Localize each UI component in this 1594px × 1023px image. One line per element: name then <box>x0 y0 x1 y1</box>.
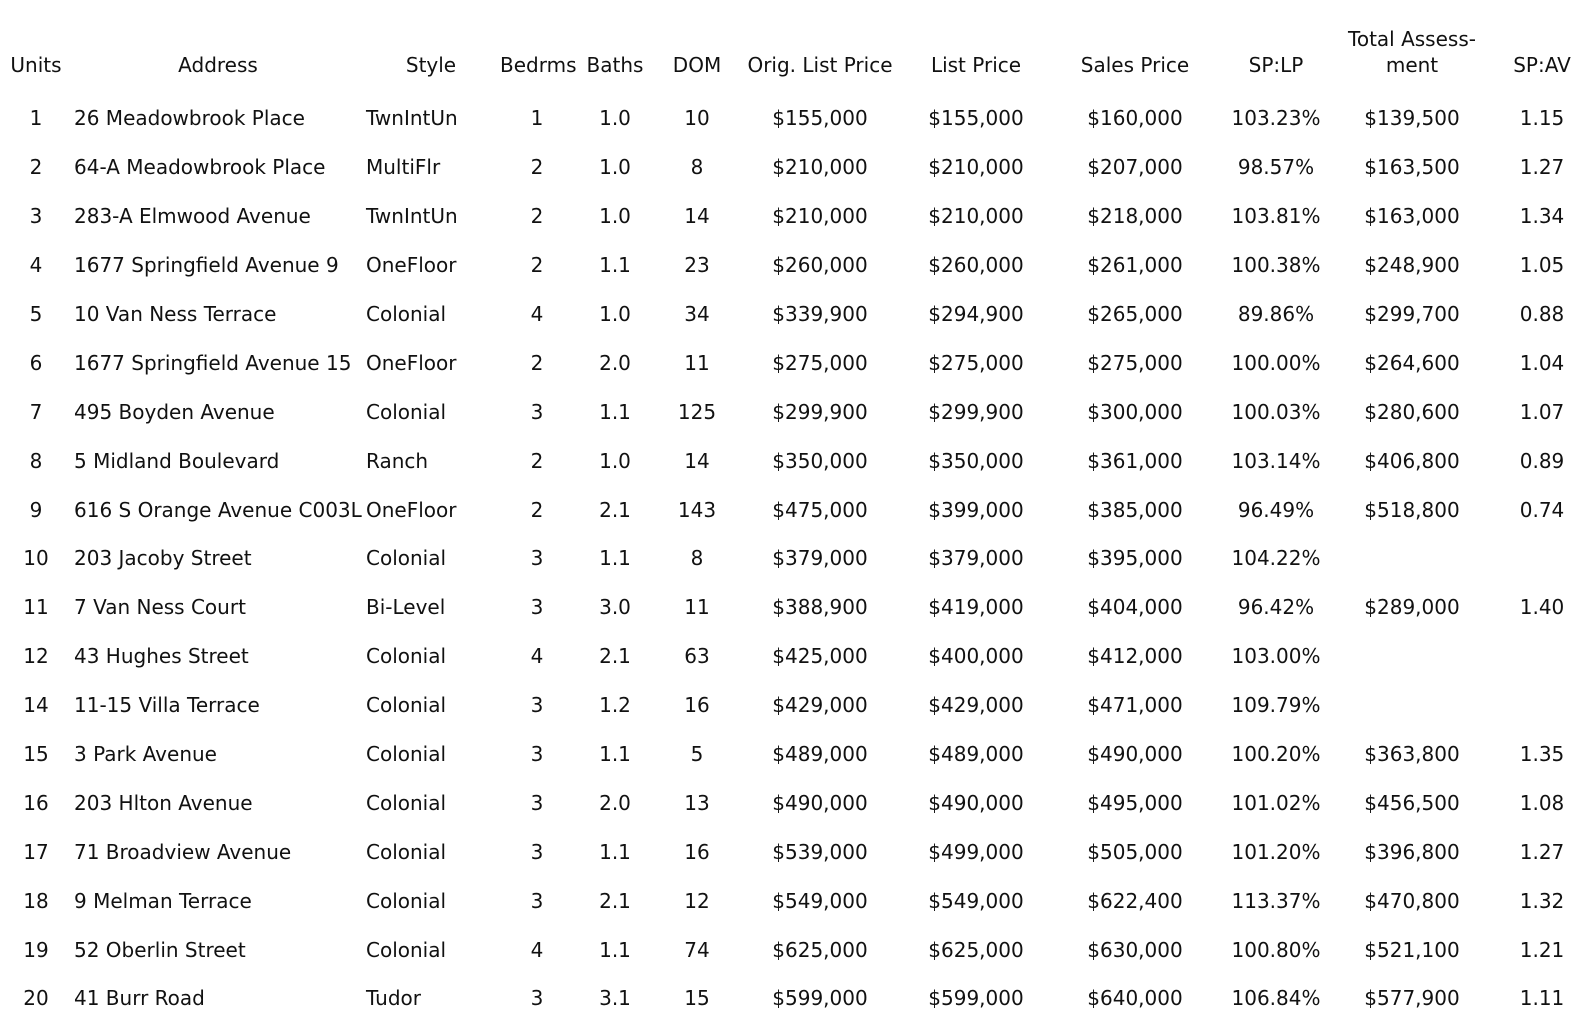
dom-cell: 8 <box>690 155 704 180</box>
address-cell: 5 Midland Boulevard <box>74 448 280 473</box>
sales-price-cell: $395,000 <box>1087 546 1183 571</box>
table-body <box>0 94 1594 1023</box>
address-cell: 26 Meadowbrook Place <box>74 106 305 131</box>
bedrms-cell: 2 <box>530 350 544 375</box>
style-cell: Colonial <box>366 937 447 962</box>
dom-cell: 14 <box>684 448 710 473</box>
sales-price-cell: $471,000 <box>1087 693 1183 718</box>
address-cell: 52 Oberlin Street <box>74 937 246 962</box>
total-assessment-cell: $406,800 <box>1364 448 1460 473</box>
table-row <box>0 827 1594 876</box>
sp-lp-cell: 98.57% <box>1237 155 1315 180</box>
sales-price-cell: $218,000 <box>1087 204 1183 229</box>
sp-av-cell: 1.40 <box>1519 595 1565 620</box>
orig-list-price-cell: $260,000 <box>772 253 868 278</box>
total-assessment-cell <box>1334 534 1490 583</box>
col-header-style: Style <box>405 53 457 77</box>
sp-lp-cell: 96.42% <box>1237 595 1315 620</box>
sp-lp-cell: 100.38% <box>1231 253 1321 278</box>
units-cell: 18 <box>23 888 49 913</box>
list-price-cell: $489,000 <box>928 742 1024 767</box>
units-cell: 16 <box>23 790 49 815</box>
baths-cell: 3.1 <box>599 986 631 1011</box>
units-cell: 15 <box>23 742 49 767</box>
sales-price-cell: $160,000 <box>1087 106 1183 131</box>
orig-list-price-cell: $275,000 <box>772 350 868 375</box>
style-cell: Colonial <box>366 888 447 913</box>
address-cell: 11-15 Villa Terrace <box>74 693 260 718</box>
style-cell: Colonial <box>366 546 447 571</box>
units-cell: 17 <box>23 839 49 864</box>
address-cell: 616 S Orange Avenue C003L <box>74 497 362 522</box>
baths-cell: 1.0 <box>599 155 631 180</box>
table-row <box>0 192 1594 241</box>
baths-cell: 1.1 <box>599 937 631 962</box>
total-assessment-cell: $577,900 <box>1364 986 1460 1011</box>
style-cell: Colonial <box>366 839 447 864</box>
style-cell: OneFloor <box>366 350 457 375</box>
sp-lp-cell: 101.02% <box>1231 790 1321 815</box>
sp-lp-cell: 101.20% <box>1231 839 1321 864</box>
baths-cell: 2.0 <box>599 350 631 375</box>
orig-list-price-cell: $210,000 <box>772 204 868 229</box>
sales-price-cell: $261,000 <box>1087 253 1183 278</box>
col-header-units: Units <box>10 53 62 77</box>
sp-lp-cell: 104.22% <box>1231 546 1321 571</box>
style-cell: Colonial <box>366 302 447 326</box>
sp-lp-cell: 100.20% <box>1231 742 1321 767</box>
baths-cell: 2.1 <box>599 888 631 913</box>
sp-lp-cell: 106.84% <box>1231 986 1321 1011</box>
sp-lp-cell: 100.00% <box>1231 350 1321 375</box>
sales-price-cell: $404,000 <box>1087 595 1183 620</box>
bedrms-cell: 4 <box>530 937 544 962</box>
table-row <box>0 143 1594 192</box>
dom-cell: 34 <box>684 302 710 326</box>
total-assessment-cell: $280,600 <box>1364 399 1460 424</box>
address-cell: 1677 Springfield Avenue 15 <box>74 350 352 375</box>
total-assessment-cell: $163,500 <box>1364 155 1460 180</box>
sales-price-cell: $622,400 <box>1087 888 1183 913</box>
total-assessment-cell: $456,500 <box>1364 790 1460 815</box>
list-price-cell: $275,000 <box>928 350 1024 375</box>
baths-cell: 1.1 <box>599 399 631 424</box>
col-header-dom: DOM <box>672 53 722 77</box>
baths-cell: 2.1 <box>599 497 631 522</box>
dom-cell: 5 <box>690 742 704 767</box>
dom-cell: 13 <box>684 790 710 815</box>
sp-lp-cell: 96.49% <box>1237 497 1315 522</box>
sp-av-cell: 1.27 <box>1519 839 1565 864</box>
sales-price-cell: $495,000 <box>1087 790 1183 815</box>
orig-list-price-cell: $475,000 <box>772 497 868 522</box>
sales-price-cell: $630,000 <box>1087 937 1183 962</box>
total-assessment-cell <box>1334 681 1490 730</box>
dom-cell: 14 <box>684 204 710 229</box>
sales-price-cell: $207,000 <box>1087 155 1183 180</box>
address-cell: 7 Van Ness Court <box>74 595 246 620</box>
bedrms-cell: 3 <box>530 839 544 864</box>
baths-cell: 1.1 <box>599 839 631 864</box>
col-header-baths: Baths <box>586 53 644 77</box>
sp-lp-cell: 103.23% <box>1231 106 1321 131</box>
bedrms-cell: 2 <box>530 253 544 278</box>
address-cell: 71 Broadview Avenue <box>74 839 292 864</box>
units-cell: 8 <box>29 448 43 473</box>
bedrms-cell: 3 <box>530 546 544 571</box>
address-cell: 43 Hughes Street <box>74 644 249 669</box>
style-cell: TwnIntUn <box>366 106 458 131</box>
dom-cell: 11 <box>684 595 710 620</box>
units-cell: 20 <box>23 986 49 1011</box>
sales-price-cell: $505,000 <box>1087 839 1183 864</box>
style-cell: MultiFlr <box>366 155 441 180</box>
orig-list-price-cell: $625,000 <box>772 937 868 962</box>
table-row <box>0 778 1594 827</box>
table-row <box>0 387 1594 436</box>
dom-cell: 16 <box>684 839 710 864</box>
sp-av-cell: 1.34 <box>1519 204 1565 229</box>
col-header-orig-list-price: Orig. List Price <box>747 53 893 77</box>
total-assessment-cell: $264,600 <box>1364 350 1460 375</box>
orig-list-price-cell: $489,000 <box>772 742 868 767</box>
total-assessment-cell: $289,000 <box>1364 595 1460 620</box>
sales-price-cell: $412,000 <box>1087 644 1183 669</box>
table-row <box>0 681 1594 730</box>
total-assessment-cell <box>1334 632 1490 681</box>
dom-cell: 12 <box>684 888 710 913</box>
sp-av-cell: 1.11 <box>1519 986 1565 1011</box>
sp-av-cell: 1.27 <box>1519 155 1565 180</box>
table-row <box>0 534 1594 583</box>
table-row <box>0 632 1594 681</box>
list-price-cell: $625,000 <box>928 937 1024 962</box>
units-cell: 10 <box>23 546 49 571</box>
table-row <box>0 974 1594 1023</box>
sp-av-cell: 0.88 <box>1519 302 1565 326</box>
total-assessment-cell: $139,500 <box>1364 106 1460 131</box>
sp-lp-cell: 113.37% <box>1231 888 1321 913</box>
dom-cell: 143 <box>677 497 717 522</box>
list-price-cell: $210,000 <box>928 204 1024 229</box>
list-price-cell: $299,900 <box>928 399 1024 424</box>
address-cell: 203 Jacoby Street <box>74 546 252 571</box>
orig-list-price-cell: $599,000 <box>772 986 868 1011</box>
baths-cell: 1.1 <box>599 253 631 278</box>
total-assessment-cell: $396,800 <box>1364 839 1460 864</box>
dom-cell: 74 <box>684 937 710 962</box>
baths-cell: 2.1 <box>599 644 631 669</box>
address-cell: 64-A Meadowbrook Place <box>74 155 326 180</box>
style-cell: Colonial <box>366 742 447 767</box>
baths-cell: 1.0 <box>599 204 631 229</box>
baths-cell: 1.0 <box>599 302 631 326</box>
address-cell: 1677 Springfield Avenue 9 <box>74 253 339 278</box>
col-header-total-assessment: Total Assess- ment <box>1348 27 1476 77</box>
bedrms-cell: 3 <box>530 742 544 767</box>
baths-cell: 1.2 <box>599 693 631 718</box>
table-row <box>0 876 1594 925</box>
units-cell: 11 <box>23 595 49 620</box>
style-cell: Colonial <box>366 399 447 424</box>
total-assessment-cell: $248,900 <box>1364 253 1460 278</box>
table-row <box>0 485 1594 534</box>
bedrms-cell: 4 <box>530 302 544 326</box>
bedrms-cell: 2 <box>530 448 544 473</box>
sp-av-cell: 1.35 <box>1519 742 1565 767</box>
bedrms-cell: 2 <box>530 204 544 229</box>
col-header-sales-price: Sales Price <box>1080 53 1190 77</box>
sp-av-cell: 1.05 <box>1519 253 1565 278</box>
sp-lp-cell: 103.14% <box>1231 448 1321 473</box>
total-assessment-cell: $163,000 <box>1364 204 1460 229</box>
sales-price-cell: $361,000 <box>1087 448 1183 473</box>
sp-av-cell <box>1490 681 1594 730</box>
col-header-list-price: List Price <box>930 53 1022 77</box>
sp-lp-cell: 89.86% <box>1237 302 1315 326</box>
bedrms-cell: 3 <box>530 595 544 620</box>
col-header-address: Address <box>178 53 258 77</box>
address-cell: 10 Van Ness Terrace <box>74 302 277 326</box>
table-row <box>0 583 1594 632</box>
list-price-cell: $155,000 <box>928 106 1024 131</box>
sales-price-cell: $640,000 <box>1087 986 1183 1011</box>
sp-lp-cell: 103.00% <box>1231 644 1321 669</box>
col-header-sp-lp: SP:LP <box>1248 53 1304 77</box>
address-cell: 3 Park Avenue <box>74 742 217 767</box>
header-row <box>0 0 1594 94</box>
col-header-bedrms: Bedrms <box>500 53 577 77</box>
sp-av-cell: 1.21 <box>1519 937 1565 962</box>
table-row <box>0 730 1594 779</box>
orig-list-price-cell: $210,000 <box>772 155 868 180</box>
sp-av-cell <box>1490 534 1594 583</box>
list-price-cell: $549,000 <box>928 888 1024 913</box>
orig-list-price-cell: $539,000 <box>772 839 868 864</box>
bedrms-cell: 3 <box>530 399 544 424</box>
orig-list-price-cell: $339,900 <box>772 302 868 326</box>
bedrms-cell: 3 <box>530 888 544 913</box>
units-cell: 4 <box>29 253 43 278</box>
sales-price-cell: $265,000 <box>1087 302 1183 326</box>
style-cell: Ranch <box>366 448 429 473</box>
baths-cell: 3.0 <box>599 595 631 620</box>
address-cell: 495 Boyden Avenue <box>74 399 275 424</box>
dom-cell: 15 <box>684 986 710 1011</box>
sp-av-cell: 0.74 <box>1519 497 1565 522</box>
list-price-cell: $400,000 <box>928 644 1024 669</box>
sales-price-cell: $275,000 <box>1087 350 1183 375</box>
sp-lp-cell: 109.79% <box>1231 693 1321 718</box>
table-row <box>0 436 1594 485</box>
list-price-cell: $429,000 <box>928 693 1024 718</box>
table-row <box>0 290 1594 339</box>
dom-cell: 125 <box>677 399 717 424</box>
address-cell: 283-A Elmwood Avenue <box>74 204 311 229</box>
table-row <box>0 94 1594 143</box>
list-price-cell: $499,000 <box>928 839 1024 864</box>
sales-price-cell: $300,000 <box>1087 399 1183 424</box>
list-price-cell: $210,000 <box>928 155 1024 180</box>
style-cell: OneFloor <box>366 253 457 278</box>
bedrms-cell: 3 <box>530 986 544 1011</box>
sp-lp-cell: 100.80% <box>1231 937 1321 962</box>
address-cell: 203 Hlton Avenue <box>74 790 253 815</box>
style-cell: Colonial <box>366 644 447 669</box>
total-assessment-cell: $363,800 <box>1364 742 1460 767</box>
orig-list-price-cell: $429,000 <box>772 693 868 718</box>
list-price-cell: $294,900 <box>928 302 1024 326</box>
orig-list-price-cell: $425,000 <box>772 644 868 669</box>
dom-cell: 8 <box>690 546 704 571</box>
sp-av-cell: 1.15 <box>1519 106 1565 131</box>
style-cell: Tudor <box>366 986 422 1011</box>
orig-list-price-cell: $155,000 <box>772 106 868 131</box>
orig-list-price-cell: $299,900 <box>772 399 868 424</box>
list-price-cell: $399,000 <box>928 497 1024 522</box>
sp-av-cell: 1.04 <box>1519 350 1565 375</box>
baths-cell: 1.0 <box>599 106 631 131</box>
units-cell: 9 <box>29 497 43 522</box>
orig-list-price-cell: $350,000 <box>772 448 868 473</box>
units-cell: 1 <box>29 106 43 131</box>
list-price-cell: $490,000 <box>928 790 1024 815</box>
total-assessment-cell: $518,800 <box>1364 497 1460 522</box>
table-row <box>0 338 1594 387</box>
total-assessment-cell: $470,800 <box>1364 888 1460 913</box>
baths-cell: 1.1 <box>599 742 631 767</box>
dom-cell: 11 <box>684 350 710 375</box>
baths-cell: 1.1 <box>599 546 631 571</box>
orig-list-price-cell: $388,900 <box>772 595 868 620</box>
baths-cell: 1.0 <box>599 448 631 473</box>
sales-price-cell: $490,000 <box>1087 742 1183 767</box>
sp-av-cell: 1.08 <box>1519 790 1565 815</box>
sp-av-cell: 1.32 <box>1519 888 1565 913</box>
dom-cell: 63 <box>684 644 710 669</box>
style-cell: TwnIntUn <box>366 204 458 229</box>
bedrms-cell: 2 <box>530 497 544 522</box>
style-cell: OneFloor <box>366 497 457 522</box>
orig-list-price-cell: $549,000 <box>772 888 868 913</box>
units-cell: 5 <box>29 302 43 326</box>
table-row <box>0 925 1594 974</box>
list-price-cell: $260,000 <box>928 253 1024 278</box>
bedrms-cell: 3 <box>530 693 544 718</box>
units-cell: 12 <box>23 644 49 669</box>
sp-av-cell <box>1490 632 1594 681</box>
sales-price-cell: $385,000 <box>1087 497 1183 522</box>
table-row <box>0 241 1594 290</box>
address-cell: 41 Burr Road <box>74 986 205 1011</box>
bedrms-cell: 2 <box>530 155 544 180</box>
list-price-cell: $379,000 <box>928 546 1024 571</box>
col-header-sp-av: SP:AV <box>1513 53 1571 77</box>
bedrms-cell: 4 <box>530 644 544 669</box>
baths-cell: 2.0 <box>599 790 631 815</box>
list-price-cell: $599,000 <box>928 986 1024 1011</box>
units-cell: 2 <box>29 155 43 180</box>
orig-list-price-cell: $379,000 <box>772 546 868 571</box>
sp-lp-cell: 103.81% <box>1231 204 1321 229</box>
sp-lp-cell: 100.03% <box>1231 399 1321 424</box>
total-assessment-cell: $521,100 <box>1364 937 1460 962</box>
units-cell: 3 <box>29 204 43 229</box>
address-cell: 9 Melman Terrace <box>74 888 252 913</box>
units-cell: 19 <box>23 937 49 962</box>
list-price-cell: $350,000 <box>928 448 1024 473</box>
sp-av-cell: 1.07 <box>1519 399 1565 424</box>
style-cell: Colonial <box>366 790 447 815</box>
dom-cell: 16 <box>684 693 710 718</box>
units-cell: 6 <box>29 350 43 375</box>
style-cell: Colonial <box>366 693 447 718</box>
bedrms-cell: 1 <box>530 106 544 131</box>
dom-cell: 23 <box>684 253 710 278</box>
dom-cell: 10 <box>684 106 710 131</box>
bedrms-cell: 3 <box>530 790 544 815</box>
list-price-cell: $419,000 <box>928 595 1024 620</box>
total-assessment-cell: $299,700 <box>1364 302 1460 326</box>
units-cell: 7 <box>29 399 43 424</box>
orig-list-price-cell: $490,000 <box>772 790 868 815</box>
sp-av-cell: 0.89 <box>1519 448 1565 473</box>
units-cell: 14 <box>23 693 49 718</box>
style-cell: Bi-Level <box>366 595 446 620</box>
